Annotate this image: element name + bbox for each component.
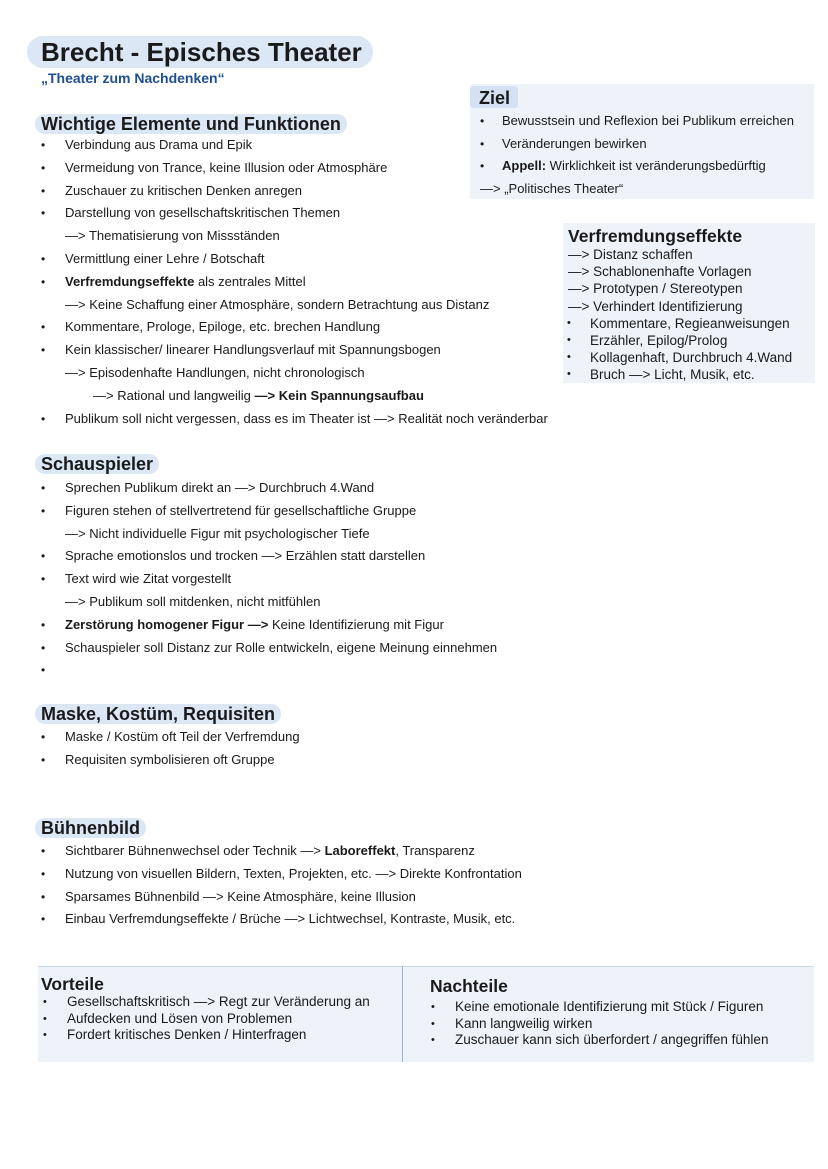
list-item bbox=[563, 332, 792, 349]
section-heading-nachteile: Nachteile bbox=[430, 976, 508, 996]
list-item-text: Wirklichkeit ist veränderungsbedürftig bbox=[546, 158, 766, 173]
list-item-bold-text: Zerstörung homogener Figur —> bbox=[65, 616, 269, 632]
list-item bbox=[41, 545, 497, 568]
list-item bbox=[41, 248, 548, 271]
list-item-text: Kann langweilig wirken bbox=[455, 1015, 593, 1031]
section-heading-verfremdung: Verfremdungseffekte bbox=[568, 226, 743, 246]
list-item-text: Aufdecken und Lösen von Problemen bbox=[67, 1010, 293, 1026]
list-item bbox=[41, 637, 497, 660]
list-item-text: Requisiten symbolisieren oft Gruppe bbox=[65, 751, 275, 767]
list-item bbox=[563, 366, 792, 383]
list-item-text: Sprechen Publikum direkt an —> Durchbruch 4.Wand bbox=[65, 480, 375, 495]
list-item-text: —> Prototypen / Stereotypen bbox=[568, 281, 743, 297]
list-item bbox=[41, 568, 497, 591]
list-item-bold-text: —> Kein Spannungsaufbau bbox=[254, 387, 424, 403]
page-subtitle: „Theater zum Nachdenken“ bbox=[41, 70, 225, 86]
list-item bbox=[41, 523, 497, 546]
list-item bbox=[470, 178, 794, 201]
list-item-text: —> Distanz schaffen bbox=[568, 247, 693, 262]
list-item-text: Vermittlung einer Lehre / Botschaft bbox=[65, 250, 265, 266]
list-item-text: —> Keine Schaffung einer Atmosphäre, sondern Betrachtung aus Distanz bbox=[65, 296, 490, 312]
list-item bbox=[470, 133, 794, 156]
list-item bbox=[41, 339, 548, 362]
list-item bbox=[41, 225, 548, 248]
list-item bbox=[428, 1032, 768, 1049]
list-item-text: Darstellung von gesellschaftskritischen Themen bbox=[65, 205, 341, 221]
list-item bbox=[41, 659, 497, 682]
list-item bbox=[470, 155, 794, 178]
section-heading-maske: Maske, Kostüm, Requisiten bbox=[41, 703, 281, 725]
list-item-text: Schauspieler soll Distanz zur Rolle entwickeln, eigene Meinung einnehmen bbox=[65, 639, 498, 655]
list-item-text: Sichtbarer Bühnenwechsel oder Technik —> bbox=[65, 843, 325, 858]
section-heading-schauspieler: Schauspieler bbox=[41, 453, 159, 475]
list-item-text: Kommentare, Regieanweisungen bbox=[590, 315, 790, 331]
list-nachteile bbox=[428, 999, 768, 1049]
list-item-text: Vermeidung von Trance, keine Illusion oder Atmosphäre bbox=[65, 159, 388, 175]
section-heading-elemente: Wichtige Elemente und Funktionen bbox=[41, 113, 347, 135]
pros-cons-divider bbox=[402, 966, 403, 1062]
list-item bbox=[41, 591, 497, 614]
list-item bbox=[41, 408, 548, 431]
list-item bbox=[428, 999, 768, 1016]
list-ziel bbox=[470, 110, 794, 200]
list-item bbox=[41, 202, 548, 225]
list-vorteile bbox=[40, 994, 370, 1044]
section-heading-buehnenbild: Bühnenbild bbox=[41, 817, 146, 839]
list-item bbox=[41, 886, 522, 909]
list-item-text: Figuren stehen of stellvertretend für gesellschaftliche Gruppe bbox=[65, 502, 417, 518]
list-item-text: , Transparenz bbox=[395, 843, 475, 858]
list-item bbox=[563, 349, 792, 366]
list-item-text: Maske / Kostüm oft Teil der Verfremdung bbox=[65, 729, 300, 744]
list-buehnenbild bbox=[41, 840, 522, 931]
list-item-text: Fordert kritisches Denken / Hinterfragen bbox=[67, 1027, 307, 1043]
list-item-text: Kollagenhaft, Durchbruch 4.Wand bbox=[590, 350, 793, 366]
list-item bbox=[41, 294, 548, 317]
list-item bbox=[40, 1011, 370, 1028]
list-item bbox=[41, 863, 522, 886]
list-item-text: Text wird wie Zitat vorgestellt bbox=[65, 571, 232, 587]
section-heading-vorteile: Vorteile bbox=[41, 974, 104, 994]
pros-cons-top-border bbox=[38, 966, 814, 967]
list-item-text: Zuschauer kann sich überfordert / angegriffen fühlen bbox=[455, 1032, 769, 1048]
list-item-text: Kein klassischer/ linearer Handlungsverlauf mit Spannungsbogen bbox=[65, 342, 441, 358]
list-item-text: Keine emotionale Identifizierung mit Stück / Figuren bbox=[455, 999, 764, 1014]
list-item-text: —> Rational und langweilig bbox=[93, 387, 255, 403]
list-item-text: Bruch —> Licht, Musik, etc. bbox=[590, 367, 755, 383]
list-item-text: —> Thematisierung von Missständen bbox=[65, 228, 280, 244]
list-item bbox=[41, 316, 548, 339]
list-item-text: Nutzung von visuellen Bildern, Texten, Projekten, etc. —> Direkte Konfrontation bbox=[65, 865, 522, 881]
list-item-text: —> Episodenhafte Handlungen, nicht chronologisch bbox=[65, 364, 365, 380]
list-schauspieler bbox=[41, 477, 497, 682]
list-item bbox=[41, 362, 548, 385]
list-item-text: Zuschauer zu kritischen Denken anregen bbox=[65, 182, 303, 198]
list-item bbox=[563, 280, 792, 297]
list-item bbox=[563, 263, 792, 280]
list-verfremdung bbox=[563, 246, 792, 384]
list-item bbox=[41, 500, 497, 523]
list-item-text: Sparsames Bühnenbild —> Keine Atmosphäre, keine Illusion bbox=[65, 888, 416, 904]
list-item-text: Erzähler, Epilog/Prolog bbox=[590, 333, 728, 349]
list-item-text: —> Verhindert Identifizierung bbox=[568, 298, 743, 314]
list-item bbox=[40, 994, 370, 1011]
list-item bbox=[40, 1027, 370, 1044]
list-item-bold-text: Appell: bbox=[502, 158, 547, 173]
list-item-text: —> Publikum soll mitdenken, nicht mitfühlen bbox=[65, 593, 321, 609]
list-item-text: Kommentare, Prologe, Epiloge, etc. brechen Handlung bbox=[65, 319, 381, 335]
list-item bbox=[563, 298, 792, 315]
list-item-bold-text: Laboreffekt bbox=[324, 843, 396, 858]
list-item bbox=[563, 246, 792, 263]
list-item bbox=[41, 726, 300, 749]
list-item bbox=[41, 271, 548, 294]
list-item-text: —> Nicht individuelle Figur mit psychologischer Tiefe bbox=[65, 525, 370, 541]
list-item bbox=[41, 477, 497, 500]
list-item-text: Einbau Verfremdungseffekte / Brüche —> Lichtwechsel, Kontraste, Musik, etc. bbox=[65, 911, 516, 927]
page-title: Brecht - Episches Theater bbox=[41, 37, 362, 67]
list-item bbox=[41, 749, 300, 772]
list-maske bbox=[41, 726, 300, 772]
list-item-text: Sprache emotionslos und trocken —> Erzählen statt darstellen bbox=[65, 548, 426, 564]
list-item-text: Veränderungen bewirken bbox=[502, 135, 647, 151]
list-item-text: —> „Politisches Theater“ bbox=[480, 180, 624, 196]
list-item-text: —> Schablonenhafte Vorlagen bbox=[568, 264, 752, 280]
list-item-text: Bewusstsein und Reflexion bei Publikum erreichen bbox=[502, 113, 794, 128]
list-item-text: Verbindung aus Drama und Epik bbox=[65, 137, 253, 152]
list-item bbox=[41, 385, 548, 408]
list-item-text: als zentrales Mittel bbox=[194, 273, 306, 289]
section-heading-ziel: Ziel bbox=[479, 88, 511, 108]
list-item bbox=[41, 840, 522, 863]
list-item bbox=[428, 1016, 768, 1033]
list-item bbox=[470, 110, 794, 133]
list-item bbox=[41, 614, 497, 637]
list-item bbox=[41, 908, 522, 931]
list-item-bold-text: Verfremdungseffekte bbox=[65, 273, 195, 289]
list-item bbox=[563, 315, 792, 332]
list-item-text: Keine Identifizierung mit Figur bbox=[268, 616, 444, 632]
list-item-text: Gesellschaftskritisch —> Regt zur Veränderung an bbox=[67, 994, 370, 1009]
list-item-text: Publikum soll nicht vergessen, dass es im Theater ist —> Realität noch veränderbar bbox=[65, 410, 548, 426]
